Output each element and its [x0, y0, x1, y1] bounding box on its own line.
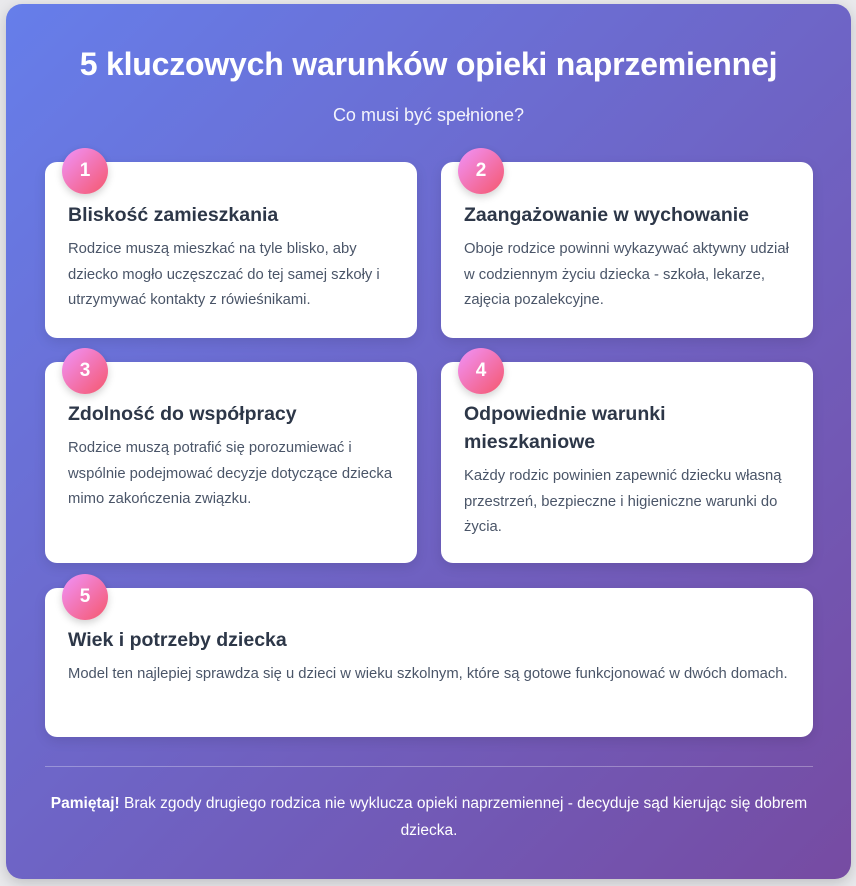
reminder-text: Brak zgody drugiego rodzica nie wyklucza opieki naprzemiennej - decyduje sąd kierując się dobrem dziecka. [119, 795, 808, 839]
card-title: Wiek i potrzeby dziecka [68, 629, 287, 651]
card-text: Rodzice muszą potrafić się porozumiewać i wspólnie podejmować decyzje dotyczące dziecka mimo zakończenia związku. [68, 440, 393, 507]
number-badge: 5 [62, 574, 108, 620]
reminder-note [46, 790, 812, 844]
page-title: 5 kluczowych warunków opieki naprzemiennej [79, 46, 778, 82]
card-text: Model ten najlepiej sprawdza się u dzieci w wieku szkolnym, które są gotowe funkcjonować w dwóch domach. [68, 666, 788, 682]
number-badge: 3 [62, 348, 108, 394]
reminder-label: Pamiętaj! [50, 795, 120, 812]
number-badge: 2 [458, 148, 504, 194]
number-badge: 4 [458, 348, 504, 394]
card-text: Oboje rodzice powinni wykazywać aktywny udział w codziennym życiu dziecka - szkoła, lekarze, zajęcia pozalekcyjne. [464, 241, 789, 308]
card-title: Bliskość zamieszkania [68, 204, 279, 226]
card-title: Zaangażowanie w wychowanie [464, 204, 749, 226]
page-subtitle: Co musi być spełnione? [332, 105, 525, 125]
card-text: Rodzice muszą mieszkać na tyle blisko, aby dziecko mogło uczęszczać do tej samej szkoły i utrzymywać kontakty z rówieśnikami. [68, 241, 380, 308]
condition-card-3 [45, 362, 417, 563]
condition-card-2 [441, 162, 813, 338]
condition-card-5 [45, 588, 813, 737]
card-text: Każdy rodzic powinien zapewnić dziecku własną przestrzeń, bezpieczne i higieniczne warunki do życia. [464, 468, 782, 535]
condition-card-4 [441, 362, 813, 563]
card-title: Zdolność do współpracy [68, 403, 297, 425]
number-badge: 1 [62, 148, 108, 194]
infographic-container [6, 4, 851, 879]
condition-card-1 [45, 162, 417, 338]
footer-divider [45, 766, 813, 767]
card-title: Odpowiednie warunki mieszkaniowe [464, 403, 666, 453]
